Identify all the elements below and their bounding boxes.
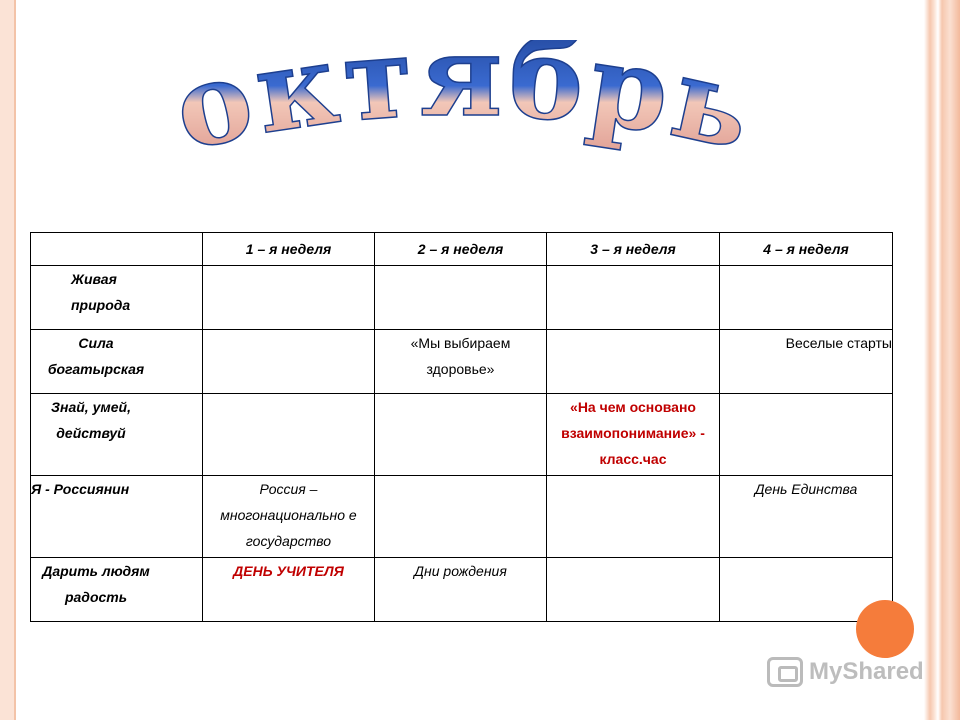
table-cell — [547, 266, 720, 330]
table-cell — [203, 266, 375, 330]
table-cell: Дни рождения — [375, 558, 547, 622]
table-cell — [203, 394, 375, 476]
schedule-table — [30, 232, 893, 622]
table-cell — [720, 266, 893, 330]
header-empty — [31, 233, 203, 266]
table-row — [31, 558, 893, 622]
row-label: Знай, умей, действуй — [31, 394, 203, 476]
table-cell — [547, 558, 720, 622]
table-row — [31, 266, 893, 330]
myshared-logo-icon — [767, 657, 803, 687]
title-svg — [60, 40, 860, 210]
title-wordart — [60, 40, 860, 210]
header-week-2: 2 – я неделя — [375, 233, 547, 266]
table-cell: Россия – многонационально е государство — [203, 476, 375, 558]
right-border-decoration — [924, 0, 960, 720]
header-week-3: 3 – я неделя — [547, 233, 720, 266]
table-row — [31, 476, 893, 558]
table-cell: ДЕНЬ УЧИТЕЛЯ — [203, 558, 375, 622]
orange-circle-decoration — [856, 600, 914, 658]
table-row — [31, 394, 893, 476]
table-row — [31, 330, 893, 394]
header-week-1: 1 – я неделя — [203, 233, 375, 266]
table-cell — [375, 394, 547, 476]
table-cell: «Мы выбираем здоровье» — [375, 330, 547, 394]
left-border-decoration — [0, 0, 16, 720]
header-week-4: 4 – я неделя — [720, 233, 893, 266]
watermark — [767, 657, 924, 687]
table-cell — [547, 476, 720, 558]
row-label: Я - Россиянин — [31, 476, 203, 558]
row-label: Сила богатырская — [31, 330, 203, 394]
watermark-text: MyShared — [809, 658, 924, 685]
table-cell — [203, 330, 375, 394]
page-title: октябрь — [162, 40, 767, 178]
row-label: Дарить людям радость — [31, 558, 203, 622]
table-header-row — [31, 233, 893, 266]
table-cell: «На чем основано взаимопонимание» - класс.час — [547, 394, 720, 476]
table-cell — [547, 330, 720, 394]
table-cell: День Единства — [720, 476, 893, 558]
table-cell: Веселые старты — [720, 330, 893, 394]
row-label: Живая природа — [31, 266, 203, 330]
table-cell — [375, 476, 547, 558]
table-cell — [720, 394, 893, 476]
table-cell — [375, 266, 547, 330]
